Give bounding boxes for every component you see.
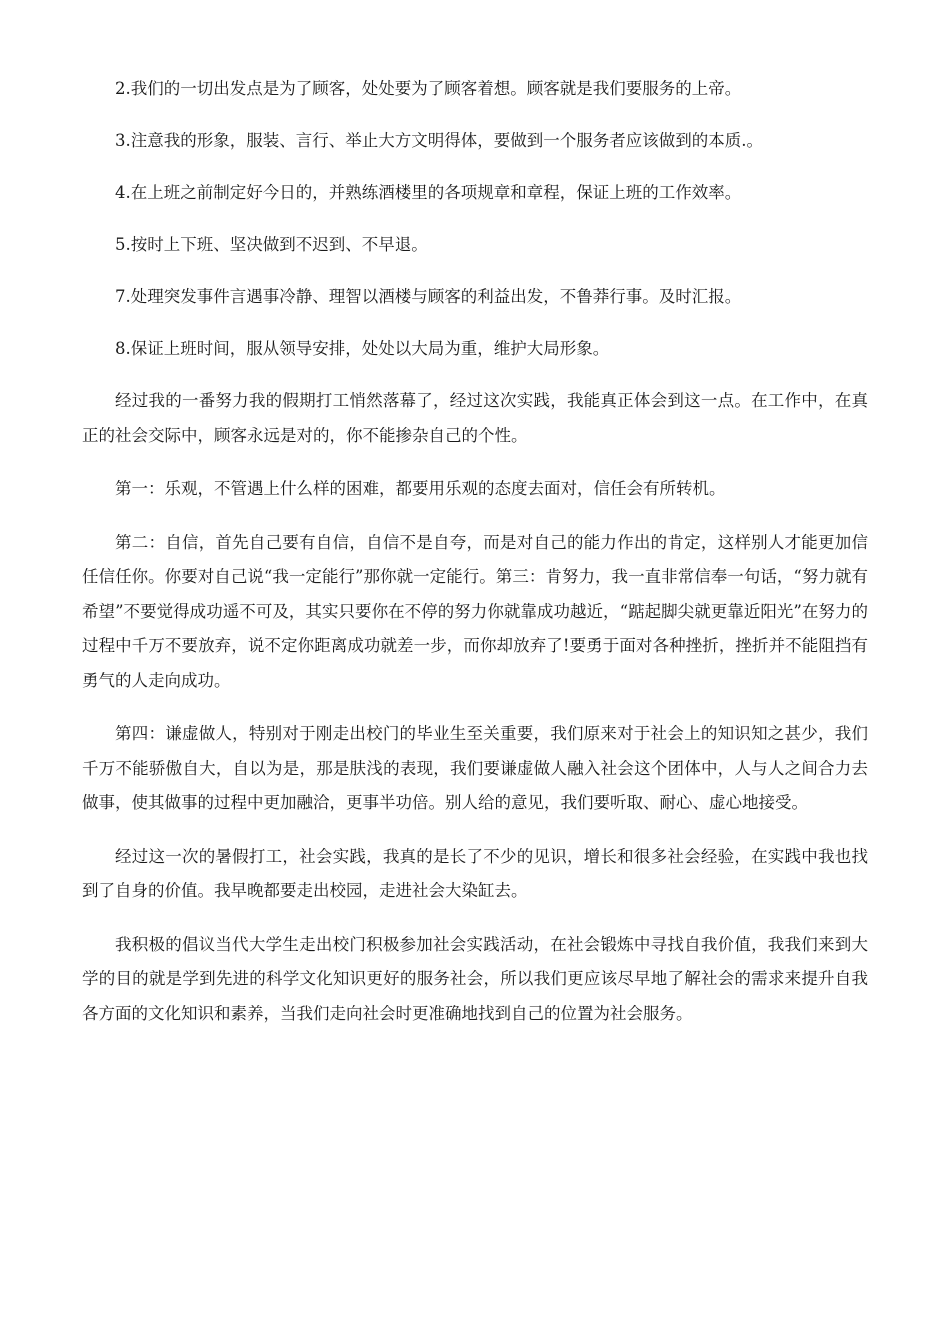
list-item: 3.注意我的形象，服装、言行、举止大方文明得体，要做到一个服务者应该做到的本质.。 (115, 131, 763, 150)
list-item: 8.保证上班时间，服从领导安排，处处以大局为重，维护大局形象。 (115, 339, 610, 358)
list-item: 4.在上班之前制定好今日的，并熟练酒楼里的各项规章和章程，保证上班的工作效率。 (115, 183, 742, 202)
paragraph-point-one: 第一：乐观，不管遇上什么样的困难，都要用乐观的态度去面对，信任会有所转机。 (115, 479, 726, 498)
paragraph-summary: 经过这一次的暑假打工，社会实践，我真的是长了不少的见识，增长和很多社会经验，在实践中我也找到了自身的价值。我早晚都要走出校园，走进社会大染缸去。 (82, 846, 868, 900)
paragraph-proposal: 我积极的倡议当代大学生走出校门积极参加社会实践活动，在社会锻炼中寻找自我价值，我我们来到大学的目的就是学到先进的科学文化知识更好的服务社会，所以我们更应该尽早地了解社会的需求来提升自我各方面的文化知识和素养，当我们走向社会时更准确地找到自己的位置为社会服务。 (82, 934, 868, 1023)
paragraph-point-four: 第四：谦虚做人，特别对于刚走出校门的毕业生至关重要，我们原来对于社会上的知识知之甚少，我们千万不能骄傲自大，自以为是，那是肤浅的表现，我们要谦虚做人融入社会这个团体中，人与人之间合力去做事，使其做事的过程中更加融洽，更事半功倍。别人给的意见，我们要听取、耐心、虚心地接受。 (82, 724, 868, 812)
list-item: 7.处理突发事件言遇事冷静、理智以酒楼与顾客的利益出发，不鲁莽行事。及时汇报。 (115, 287, 742, 306)
paragraph-point-two-three: 第二：自信，首先自己要有自信，自信不是自夸，而是对自己的能力作出的肯定，这样别人才能更加信任信任你。你要对自己说“我一定能行”那你就一定能行。第三：肯努力，我一直非常信奉一句话，“努力就有希望”不要觉得成功遥不可及，其实只要你在不停的努力你就靠成功越近，“踮起脚尖就更靠近阳光”在努力的过程中千万不要放弃，说不定你距离成功就差一步，而你却放弃了!要勇于面对各种挫折，挫折并不能阻挡有勇气的人走向成功。 (82, 532, 868, 690)
document-page (82, 72, 868, 1050)
list-item: 5.按时上下班、坚决做到不迟到、不早退。 (115, 235, 428, 254)
paragraph-reflection: 经过我的一番努力我的假期打工悄然落幕了，经过这次实践，我能真正体会到这一点。在工作中，在真正的社会交际中，顾客永远是对的，你不能掺杂自己的个性。 (82, 391, 868, 445)
list-item: 2.我们的一切出发点是为了顾客，处处要为了顾客着想。顾客就是我们要服务的上帝。 (115, 79, 742, 98)
